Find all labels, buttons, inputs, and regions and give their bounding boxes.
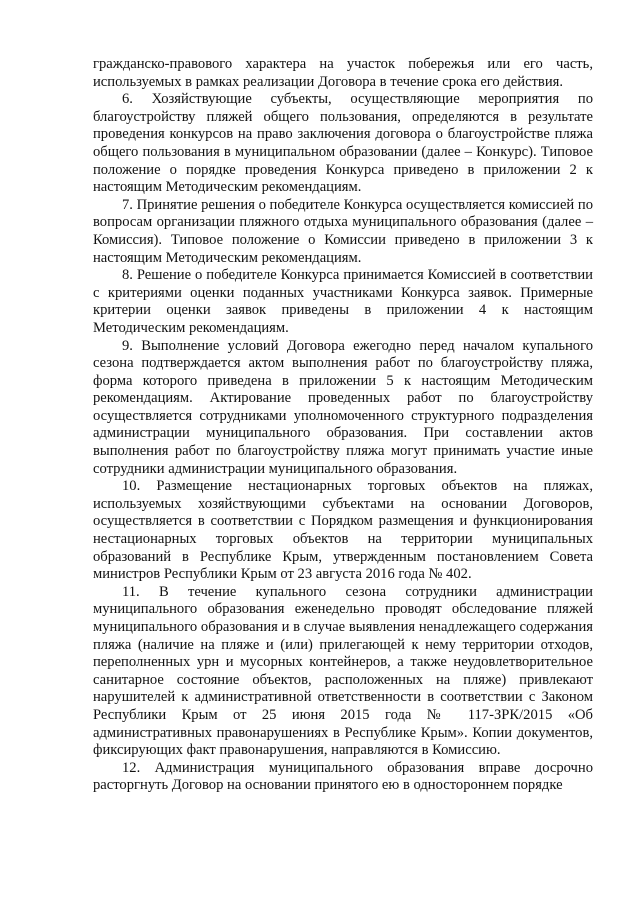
paragraph-item-6: 6. Хозяйствующие субъекты, осуществляющие мероприятия по благоустройству пляжей общего пользования, определяются в результате проведения конкурсов на право заключения договора о благоустройстве пляжа общего пользования в муниципальном образовании (далее – Конкурс). Типовое положение о порядке проведения Конкурса приведено в приложении 2 к настоящим Методическим рекомендациям. bbox=[93, 91, 593, 196]
paragraph-item-9: 9. Выполнение условий Договора ежегодно перед началом купального сезона подтверждается актом выполнения работ по благоустройству пляжа, форма которого приведена в приложении 5 к настоящим Методическим рекомендациям. Актирование проведенных работ по благоустройству осуществляется сотрудниками уполномоченного структурного подразделения администрации муниципального образования. При составлении актов выполнения работ по благоустройству пляжа могут принимать участие иные сотрудники администрации муниципального образования. bbox=[93, 337, 593, 477]
paragraph-item-11: 11. В течение купального сезона сотрудники администрации муниципального образования еженедельно проводят обследование пляжей муниципального образования и в случае выявления ненадлежащего содержания пляжа (наличие на пляже и (или) прилегающей к нему территории отходов, переполненных урн и мусорных контейнеров, а также неудовлетворительное санитарное состояние объектов, расположенных на пляже) привлекают нарушителей к административной ответственности в соответствии с Законом Республики Крым от 25 июня 2015 года № 117-ЗРК/2015 «Об административных правонарушениях в Республике Крым». Копии документов, фиксирующих факт правонарушения, направляются в Комиссию. bbox=[93, 583, 593, 759]
paragraph-item-8: 8. Решение о победителе Конкурса принимается Комиссией в соответствии с критериями оценки поданных участниками Конкурса заявок. Примерные критерии оценки заявок приведены в приложении 4 к настоящим Методическим рекомендациям. bbox=[93, 267, 593, 336]
paragraph-continuation: гражданско-правового характера на участок побережья или его часть, используемых в рамках реализации Договора в течение срока его действия. bbox=[93, 56, 593, 90]
document-body bbox=[93, 56, 593, 795]
paragraph-item-10: 10. Размещение нестационарных торговых объектов на пляжах, используемых хозяйствующими субъектами на основании Договоров, осуществляется в соответствии с Порядком размещения и функционирования нестационарных торговых объектов на территории муниципальных образований в Республике Крым, утвержденным постановлением Совета министров Республики Крым от 23 августа 2016 года № 402. bbox=[93, 478, 593, 583]
paragraph-item-12: 12. Администрация муниципального образования вправе досрочно расторгнуть Договор на основании принятого ею в одностороннем порядке bbox=[93, 759, 593, 794]
paragraph-item-7: 7. Принятие решения о победителе Конкурса осуществляется комиссией по вопросам организации пляжного отдыха муниципального образования (далее – Комиссия). Типовое положение о Комиссии приведено в приложении 3 к настоящим Методическим рекомендациям. bbox=[93, 196, 593, 266]
